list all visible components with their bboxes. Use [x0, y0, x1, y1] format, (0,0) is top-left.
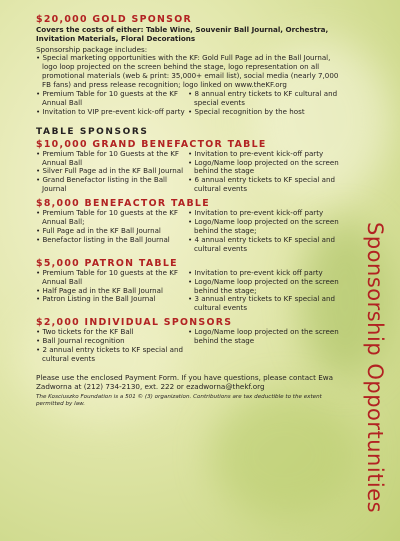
patron-section	[36, 258, 341, 314]
footer-legal: The Kosciuszko Foundation is a 501 © (3) organization. Contributions are tax deductible to the extent permitted by law.	[36, 394, 322, 408]
benefactor-section	[36, 198, 341, 254]
gold-sponsor-heading: $20,000 GOLD SPONSOR	[36, 14, 193, 25]
package-label: Sponsorship package includes:	[36, 45, 148, 55]
grand-benefactor-section	[36, 139, 341, 195]
list-item: • 6 annual entry tickets to KF special and cultural events	[188, 175, 335, 194]
individual-heading: $2,000 INDIVIDUAL SPONSORS	[36, 317, 233, 329]
table-sponsors-heading: TABLE SPONSORS	[36, 126, 149, 137]
list-item: • Logo/Name loop projected on the screen behind the stage;	[188, 217, 339, 235]
patron-right-column	[188, 269, 341, 314]
benefactor-left-column	[36, 209, 188, 254]
list-item: • Premium Table for 10 guests at the KF Annual Ball;	[36, 208, 178, 227]
gold-sponsor-section	[36, 14, 341, 117]
list-item: • Two tickets for the KF Ball	[36, 327, 134, 337]
patron-columns	[36, 269, 341, 314]
gold-covers-text: Covers the costs of either: Table Wine, Souvenir Ball Journal, Orchestra, Invitation Materials, Floral Decorations	[36, 25, 329, 44]
list-item: • Silver Full Page ad in the KF Ball Journal	[36, 166, 184, 176]
side-title: Sponsorship Opportunities	[363, 222, 387, 514]
benefactor-right-column	[188, 209, 341, 254]
patron-left-column	[36, 269, 188, 314]
benefactor-heading: $8,000 BENEFACTOR TABLE	[36, 198, 210, 210]
list-item: • Logo/Name loop projected on the screen behind the stage	[188, 327, 339, 346]
list-item: • Invitation to VIP pre-event kick-off party	[36, 106, 185, 116]
grand-columns	[36, 150, 341, 195]
individual-columns	[36, 328, 341, 364]
list-item: • Grand Benefactor listing in the Ball Journal	[36, 175, 167, 194]
list-item: • Special recognition by the host	[188, 106, 305, 116]
gold-left-column	[36, 90, 188, 117]
individual-right-column	[188, 328, 341, 364]
list-item: • Full Page ad in the KF Ball Journal	[36, 225, 161, 235]
list-item: • Invitation to pre-event kick off party	[188, 267, 323, 277]
list-item: • Invitation to pre-event kick-off party	[188, 148, 324, 158]
grand-right-column	[188, 150, 341, 195]
list-item: • Premium Table for 10 guests at the KF Annual Ball	[36, 267, 178, 286]
background-glow	[210, 390, 360, 520]
list-item: • Logo/Name loop projected on the screen behind the stage	[188, 157, 339, 176]
list-item: • Ball Journal recognition	[36, 336, 125, 346]
gold-full-bullet: • Special marketing opportunities with the KF: Gold Full Page ad in the Ball Journal, logo loop projected on the screen behind the stage, logo representation on all promotional materials (web & print: 35,000+ email list), social media (nearly 7,000 FB fans) and press release recognition; logo linked on www.theKF.org	[36, 53, 339, 89]
individual-section	[36, 317, 341, 364]
list-item: • 4 annual entry tickets to KF special and cultural events	[188, 234, 335, 253]
gold-columns	[36, 90, 341, 117]
benefactor-columns	[36, 209, 341, 254]
list-item: • 2 annual entry tickets to KF special and cultural events	[36, 345, 183, 363]
list-item: • Premium Table for 10 guests at the KF Annual Ball	[36, 88, 178, 107]
sponsorship-content	[36, 14, 341, 408]
gold-right-column	[188, 90, 341, 117]
list-item: • Premium Table for 10 Guests at the KF Annual Ball	[36, 148, 179, 167]
patron-heading: $5,000 PATRON TABLE	[36, 257, 178, 269]
grand-left-column	[36, 150, 188, 195]
grand-benefactor-heading: $10,000 GRAND BENEFACTOR TABLE	[36, 138, 267, 150]
list-item: • Patron Listing in the Ball Journal	[36, 294, 156, 304]
list-item: • Logo/Name loop projected on the screen behind the stage;	[188, 276, 339, 295]
individual-left-column	[36, 328, 188, 364]
list-item: • 8 annual entry tickets to KF cultural and special events	[188, 88, 338, 107]
list-item: • Half Page ad in the KF Ball Journal	[36, 285, 163, 295]
list-item: • 3 annual entry tickets to KF special and cultural events	[188, 294, 335, 313]
footer-note: Please use the enclosed Payment Form. If you have questions, please contact Ewa Zadworna at (212) 734-2130, ext. 222 or ezadworna@thekf.org	[36, 372, 334, 391]
list-item: • Invitation to pre-event kick-off party	[188, 208, 324, 218]
list-item: • Benefactor listing in the Ball Journal	[36, 234, 170, 244]
